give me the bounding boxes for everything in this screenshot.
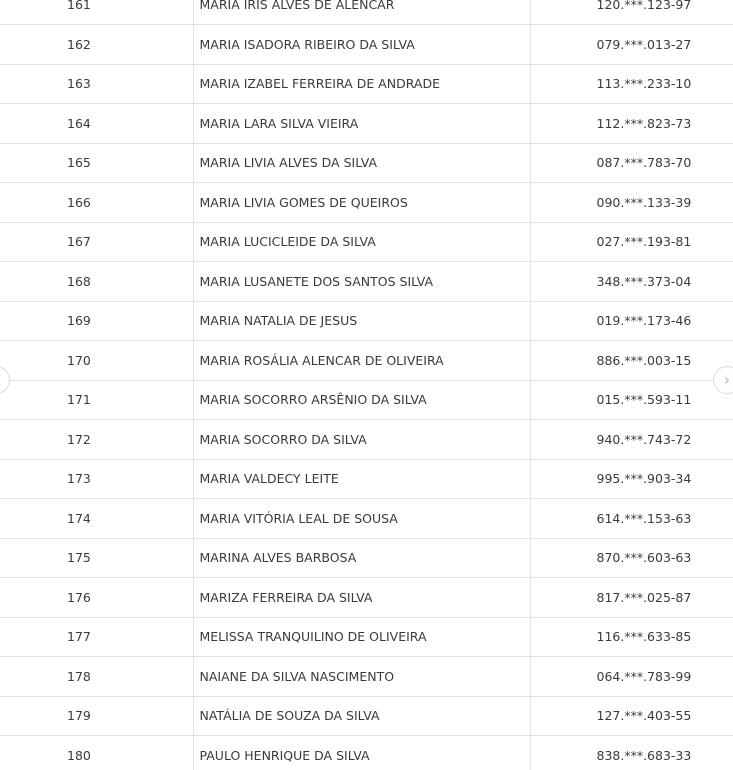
masked-cpf: 019.***.173-46 bbox=[530, 301, 733, 341]
participant-name: MARIA SOCORRO ARSÊNIO DA SILVA bbox=[193, 380, 530, 420]
row-number: 175 bbox=[0, 538, 193, 578]
row-number: 179 bbox=[0, 696, 193, 736]
table-row bbox=[0, 420, 733, 460]
participant-name: MARIA VITÓRIA LEAL DE SOUSA bbox=[193, 499, 530, 539]
participant-name: PAULO HENRIQUE DA SILVA bbox=[193, 736, 530, 770]
table-row bbox=[0, 183, 733, 223]
participant-name: MARIA IZABEL FERREIRA DE ANDRADE bbox=[193, 64, 530, 104]
row-number: 178 bbox=[0, 657, 193, 697]
table-row bbox=[0, 499, 733, 539]
masked-cpf: 113.***.233-10 bbox=[530, 64, 733, 104]
participant-name: MARIA IRIS ALVES DE ALENCAR bbox=[193, 0, 530, 25]
table-row bbox=[0, 736, 733, 770]
masked-cpf: 116.***.633-85 bbox=[530, 617, 733, 657]
masked-cpf: 127.***.403-55 bbox=[530, 696, 733, 736]
masked-cpf: 817.***.025-87 bbox=[530, 578, 733, 618]
masked-cpf: 015.***.593-11 bbox=[530, 380, 733, 420]
participant-name: MARIA SOCORRO DA SILVA bbox=[193, 420, 530, 460]
masked-cpf: 614.***.153-63 bbox=[530, 499, 733, 539]
participant-name: MARINA ALVES BARBOSA bbox=[193, 538, 530, 578]
row-number: 174 bbox=[0, 499, 193, 539]
masked-cpf: 120.***.123-97 bbox=[530, 0, 733, 25]
table-row bbox=[0, 104, 733, 144]
masked-cpf: 838.***.683-33 bbox=[530, 736, 733, 770]
participant-name: MARIA LUSANETE DOS SANTOS SILVA bbox=[193, 262, 530, 302]
participant-name: MARIA NATALIA DE JESUS bbox=[193, 301, 530, 341]
masked-cpf: 087.***.783-70 bbox=[530, 143, 733, 183]
participant-name: MARIA ISADORA RIBEIRO DA SILVA bbox=[193, 25, 530, 65]
participant-name: MELISSA TRANQUILINO DE OLIVEIRA bbox=[193, 617, 530, 657]
masked-cpf: 027.***.193-81 bbox=[530, 222, 733, 262]
table-row bbox=[0, 578, 733, 618]
row-number: 161 bbox=[0, 0, 193, 25]
row-number: 167 bbox=[0, 222, 193, 262]
row-number: 169 bbox=[0, 301, 193, 341]
participant-name: MARIA LUCICLEIDE DA SILVA bbox=[193, 222, 530, 262]
row-number: 171 bbox=[0, 380, 193, 420]
table-row bbox=[0, 143, 733, 183]
row-number: 176 bbox=[0, 578, 193, 618]
participant-name: MARIA LIVIA GOMES DE QUEIROS bbox=[193, 183, 530, 223]
row-number: 163 bbox=[0, 64, 193, 104]
masked-cpf: 348.***.373-04 bbox=[530, 262, 733, 302]
table-row bbox=[0, 538, 733, 578]
row-number: 173 bbox=[0, 459, 193, 499]
participant-name: MARIZA FERREIRA DA SILVA bbox=[193, 578, 530, 618]
table-row bbox=[0, 657, 733, 697]
table-row bbox=[0, 301, 733, 341]
table-row bbox=[0, 696, 733, 736]
participant-name: MARIA LARA SILVA VIEIRA bbox=[193, 104, 530, 144]
masked-cpf: 090.***.133-39 bbox=[530, 183, 733, 223]
row-number: 168 bbox=[0, 262, 193, 302]
row-number: 180 bbox=[0, 736, 193, 770]
chevron-right-icon: › bbox=[724, 371, 730, 389]
row-number: 177 bbox=[0, 617, 193, 657]
masked-cpf: 940.***.743-72 bbox=[530, 420, 733, 460]
masked-cpf: 064.***.783-99 bbox=[530, 657, 733, 697]
masked-cpf: 079.***.013-27 bbox=[530, 25, 733, 65]
participant-name: MARIA VALDECY LEITE bbox=[193, 459, 530, 499]
masked-cpf: 886.***.003-15 bbox=[530, 341, 733, 381]
participant-name: NATÁLIA DE SOUZA DA SILVA bbox=[193, 696, 530, 736]
table-row bbox=[0, 459, 733, 499]
table-row bbox=[0, 25, 733, 65]
table-row bbox=[0, 222, 733, 262]
row-number: 170 bbox=[0, 341, 193, 381]
table-row bbox=[0, 380, 733, 420]
table-row bbox=[0, 64, 733, 104]
row-number: 162 bbox=[0, 25, 193, 65]
next-page-button[interactable] bbox=[713, 366, 733, 394]
participant-name: MARIA ROSÁLIA ALENCAR DE OLIVEIRA bbox=[193, 341, 530, 381]
table-row bbox=[0, 0, 733, 25]
masked-cpf: 995.***.903-34 bbox=[530, 459, 733, 499]
participant-name: NAIANE DA SILVA NASCIMENTO bbox=[193, 657, 530, 697]
table-row bbox=[0, 262, 733, 302]
table-row bbox=[0, 341, 733, 381]
row-number: 164 bbox=[0, 104, 193, 144]
row-number: 172 bbox=[0, 420, 193, 460]
table-row bbox=[0, 617, 733, 657]
row-number: 166 bbox=[0, 183, 193, 223]
participant-name: MARIA LIVIA ALVES DA SILVA bbox=[193, 143, 530, 183]
row-number: 165 bbox=[0, 143, 193, 183]
masked-cpf: 870.***.603-63 bbox=[530, 538, 733, 578]
masked-cpf: 112.***.823-73 bbox=[530, 104, 733, 144]
